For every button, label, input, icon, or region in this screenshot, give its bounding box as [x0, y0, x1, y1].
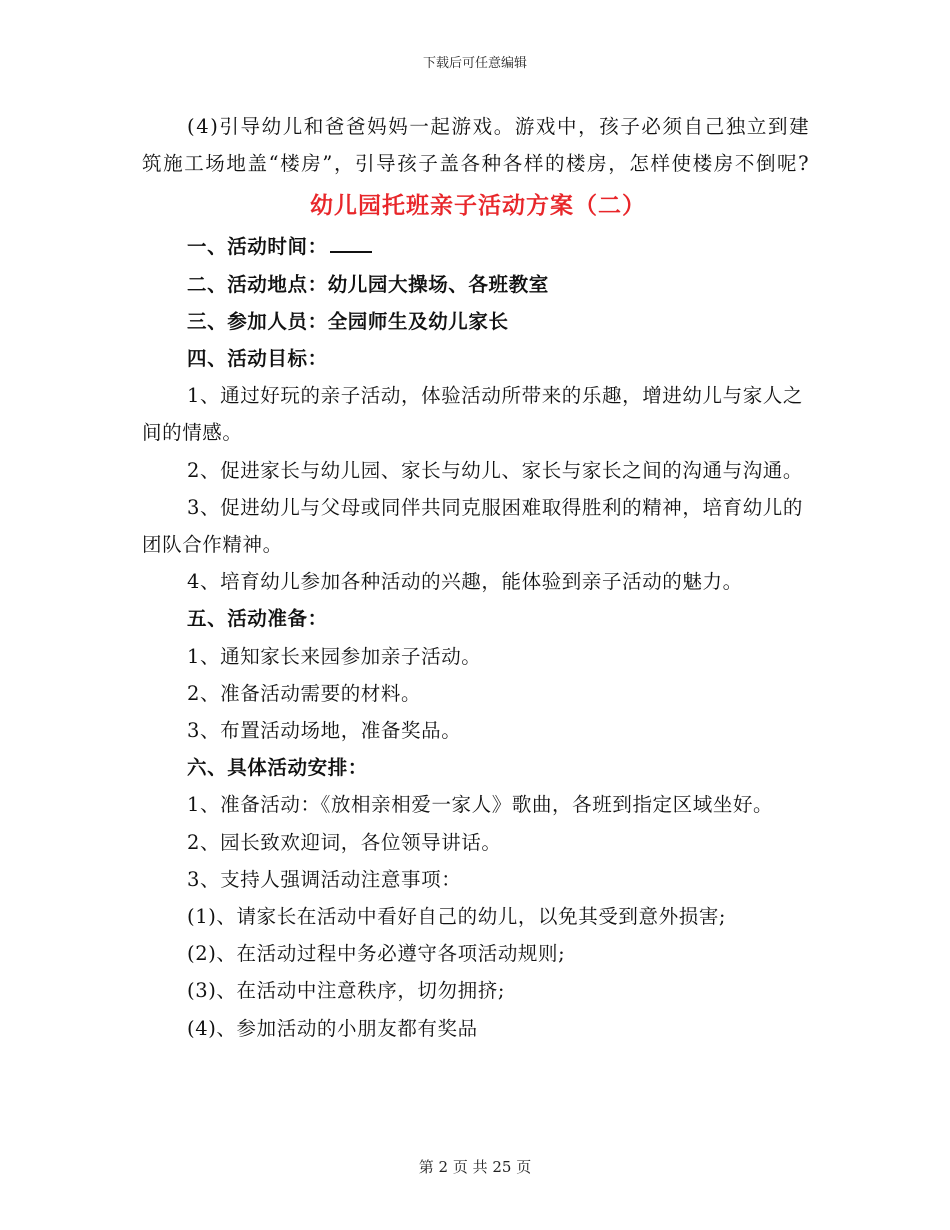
participants: 三、参加人员：全园师生及幼儿家长: [187, 309, 509, 333]
page-header: 下载后可任意编辑: [422, 56, 527, 71]
activity-time-label: 一、活动时间：: [187, 235, 328, 259]
document-body: [142, 108, 814, 1047]
preparation-2: 2、准备活动需要的材料。: [187, 681, 422, 705]
document-title: 幼儿园托班亲子活动方案（二）: [310, 192, 646, 220]
preparation-3: 3、布置活动场地，准备奖品。: [187, 719, 462, 743]
schedule-3: 3、支持人强调活动注意事项：: [187, 867, 462, 891]
activity-place: 二、活动地点：幼儿园大操场、各班教室: [187, 272, 549, 296]
activity-time: [142, 228, 814, 265]
schedule-heading: 六、具体活动安排：: [187, 756, 368, 780]
goal-4: 4、培育幼儿参加各种活动的兴趣，能体验到亲子活动的魅力。: [187, 570, 743, 594]
schedule-2: 2、园长致欢迎词，各位领导讲话。: [187, 830, 502, 854]
schedule-1: 1、准备活动：《放相亲相爱一家人》歌曲，各班到指定区域坐好。: [187, 793, 774, 817]
note-1: (1)、请家长在活动中看好自己的幼儿，以免其受到意外损害;: [187, 905, 727, 929]
paragraph-intro-4: (4)引导幼儿和爸爸妈妈一起游戏。游戏中，孩子必须自己独立到建筑施工场地盖“楼房”，引导孩子盖各种各样的楼房，怎样使楼房不倒呢?: [142, 115, 811, 176]
preparation-heading: 五、活动准备：: [187, 607, 328, 631]
preparation-1: 1、通知家长来园参加亲子活动。: [187, 644, 482, 668]
note-4: (4)、参加活动的小朋友都有奖品: [187, 1016, 478, 1040]
page-footer: 第 2 页 共 25 页: [418, 1158, 532, 1176]
goals-heading: 四、活动目标：: [187, 347, 328, 371]
goal-3: 3、促进幼儿与父母或同伴共同克服困难取得胜利的精神，培育幼儿的团队合作精神。: [142, 495, 804, 557]
activity-time-blank: [330, 233, 372, 253]
goal-2: 2、促进家长与幼儿园、家长与幼儿、家长与家长之间的沟通与沟通。: [187, 458, 804, 482]
note-3: (3)、在活动中注意秩序，切勿拥挤;: [187, 979, 505, 1003]
goal-1: 1、通过好玩的亲子活动，体验活动所带来的乐趣，增进幼儿与家人之间的情感。: [142, 384, 804, 445]
note-2: (2)、在活动过程中务必遵守各项活动规则;: [187, 942, 566, 966]
